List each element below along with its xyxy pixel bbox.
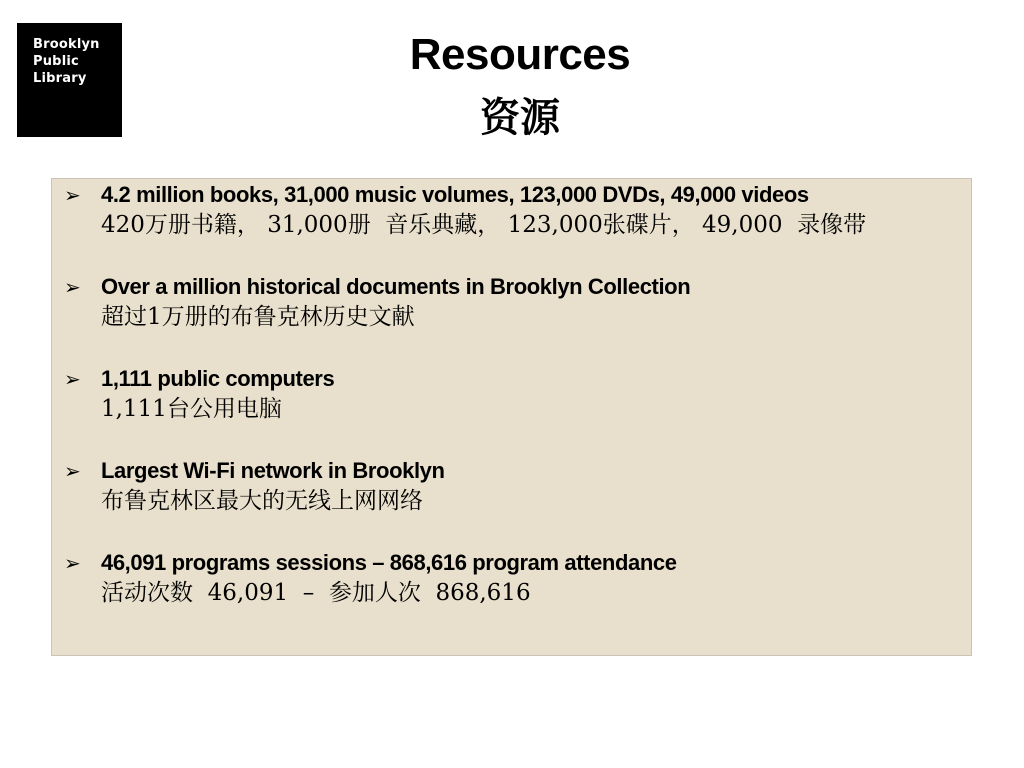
bullet-chinese-text: 超过1万册的布鲁克林历史文献 — [101, 304, 415, 330]
bullet-english-text: Over a million historical documents in Brooklyn Collection — [101, 274, 691, 299]
bullet-english-text: 1,111 public computers — [101, 366, 335, 391]
arrow-bullet-icon: ➢ — [64, 275, 81, 299]
arrow-bullet-icon: ➢ — [64, 367, 81, 391]
bullet-chinese-text: 1,111台公用电脑 — [101, 396, 282, 422]
logo-line-1: Brooklyn — [33, 37, 100, 52]
bullet-english-text: 4.2 million books, 31,000 music volumes, 123,000 DVDs, 49,000 videos — [101, 182, 809, 207]
logo-line-3: Library — [33, 71, 87, 86]
bullet-english-text: Largest Wi-Fi network in Brooklyn — [101, 458, 445, 483]
arrow-bullet-icon: ➢ — [64, 183, 81, 207]
content-box — [51, 178, 972, 656]
bullet-chinese-text: 活动次数 46,091 – 参加人次 868,616 — [101, 580, 531, 606]
logo-line-2: Public — [33, 54, 79, 69]
slide-subtitle: 资源 — [480, 94, 560, 141]
arrow-bullet-icon: ➢ — [64, 459, 81, 483]
arrow-bullet-icon: ➢ — [64, 551, 81, 575]
bullet-english-text: 46,091 programs sessions – 868,616 program attendance — [101, 550, 677, 575]
slide-title: Resources — [409, 30, 631, 79]
bullet-chinese-text: 布鲁克林区最大的无线上网网络 — [101, 488, 423, 514]
bullet-chinese-text: 420万册书籍， 31,000册 音乐典藏， 123,000张碟片， 49,000 录像带 — [101, 212, 867, 238]
